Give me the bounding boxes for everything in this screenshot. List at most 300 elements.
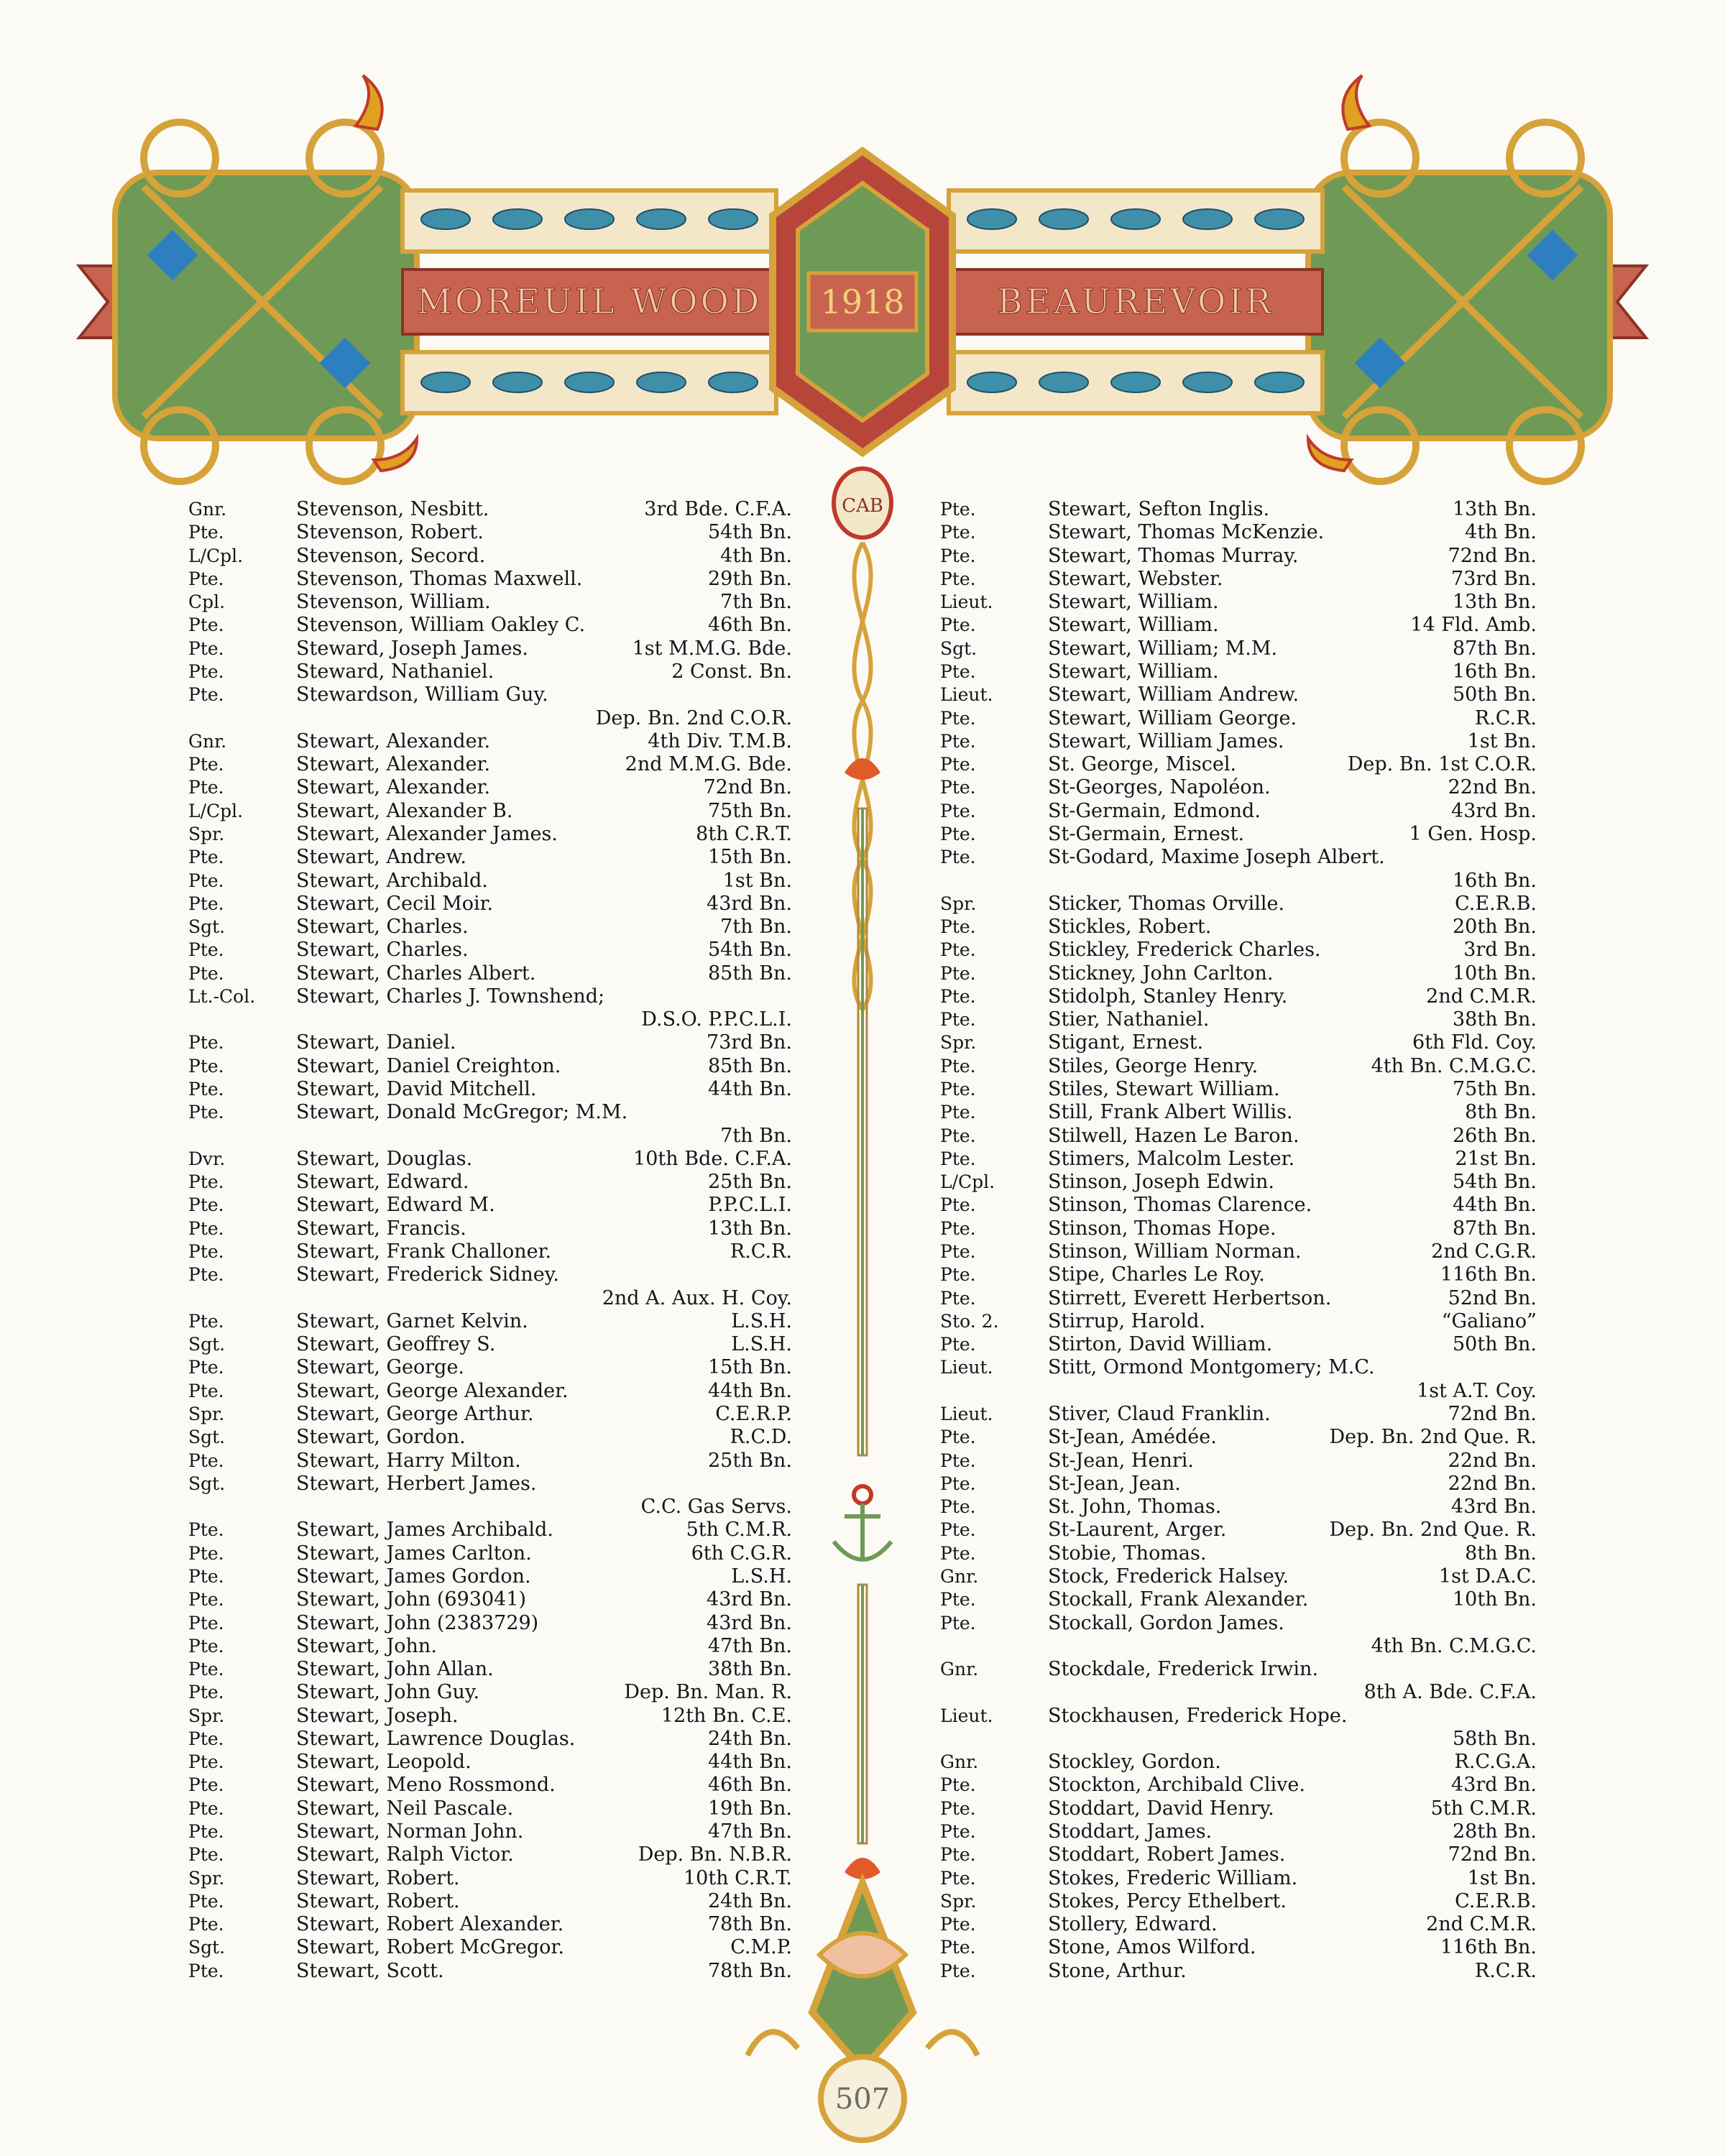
roll-entry bbox=[940, 823, 1537, 845]
rank-label: Pte. bbox=[940, 1797, 976, 1819]
roll-entry bbox=[188, 1867, 792, 1889]
unit-label: C.C. Gas Servs. bbox=[640, 1496, 792, 1519]
roll-entry bbox=[940, 1774, 1537, 1796]
unit-label: 43rd Bn. bbox=[1451, 1496, 1537, 1519]
roll-entry bbox=[188, 776, 792, 798]
rank-label: Pte. bbox=[188, 1774, 224, 1796]
unit-label: 47th Bn. bbox=[708, 1634, 792, 1657]
soldier-name: Stewart, Frank Challoner. bbox=[296, 1240, 552, 1263]
roll-entry bbox=[940, 1194, 1537, 1216]
rank-label: Pte. bbox=[188, 1682, 224, 1703]
unit-label: 5th C.M.R. bbox=[1430, 1797, 1537, 1820]
soldier-name: Stevenson, Robert. bbox=[296, 521, 484, 544]
unit-label: Dep. Bn. 2nd C.O.R. bbox=[595, 706, 792, 729]
rank-label: Pte. bbox=[188, 1102, 224, 1123]
rank-label: Pte. bbox=[940, 1473, 976, 1494]
rank-label: Pte. bbox=[940, 1055, 976, 1077]
roll-entry bbox=[940, 1565, 1537, 1588]
unit-label: 13th Bn. bbox=[708, 1217, 792, 1240]
unit-label: 43rd Bn. bbox=[707, 1588, 792, 1611]
soldier-name: St-Laurent, Arger. bbox=[1048, 1519, 1227, 1542]
roll-entry bbox=[940, 614, 1537, 636]
soldier-name: Stewart, Robert Alexander. bbox=[296, 1913, 564, 1936]
soldier-name: Stewart, William. bbox=[1048, 614, 1219, 637]
roll-entry bbox=[940, 1913, 1537, 1935]
rank-label: L/Cpl. bbox=[940, 1171, 995, 1193]
soldier-name: Stock, Frederick Halsey. bbox=[1048, 1565, 1289, 1588]
unit-label: 4th Bn. C.M.G.C. bbox=[1371, 1054, 1537, 1077]
soldier-name: Stewardson, William Guy. bbox=[296, 683, 548, 706]
soldier-name: St-Georges, Napoléon. bbox=[1048, 776, 1271, 799]
unit-label: 58th Bn. bbox=[1453, 1727, 1537, 1750]
rank-label: Pte. bbox=[188, 1194, 224, 1216]
roll-entry bbox=[940, 916, 1537, 938]
unit-label: 2nd A. Aux. H. Coy. bbox=[602, 1286, 792, 1309]
rank-label: Pte. bbox=[188, 1844, 224, 1866]
soldier-name: Stewart, John. bbox=[296, 1634, 437, 1657]
unit-label: 78th Bn. bbox=[708, 1959, 792, 1982]
rank-label: Pte. bbox=[188, 1055, 224, 1077]
rank-label: Pte. bbox=[940, 1102, 976, 1123]
roll-entry bbox=[940, 1820, 1537, 1843]
unit-label: 44th Bn. bbox=[708, 1751, 792, 1774]
soldier-name: Stinson, Joseph Edwin. bbox=[1048, 1171, 1274, 1194]
soldier-name: Stewart, William. bbox=[1048, 660, 1219, 683]
rank-label: Pte. bbox=[940, 1148, 976, 1169]
roll-entry bbox=[940, 1843, 1537, 1866]
unit-label: D.S.O. P.P.C.L.I. bbox=[641, 1008, 792, 1031]
soldier-name: St-Germain, Ernest. bbox=[1048, 822, 1245, 845]
soldier-name: Stewart, James Carlton. bbox=[296, 1542, 532, 1565]
unit-label: 15th Bn. bbox=[708, 846, 792, 869]
soldier-name: Stewart, William James. bbox=[1048, 729, 1284, 752]
roll-entry bbox=[188, 1031, 792, 1054]
unit-label: 73rd Bn. bbox=[707, 1031, 792, 1054]
rank-label: Pte. bbox=[940, 522, 976, 543]
rank-label: Pte. bbox=[188, 939, 224, 961]
soldier-name: Stewart, Daniel Creighton. bbox=[296, 1054, 561, 1077]
rank-label: Pte. bbox=[188, 1171, 224, 1193]
unit-label: 7th Bn. bbox=[720, 1124, 792, 1147]
roll-entry bbox=[940, 1728, 1537, 1750]
unit-label: L.S.H. bbox=[731, 1309, 792, 1332]
soldier-name: St-Jean, Amédée. bbox=[1048, 1426, 1217, 1449]
soldier-name: Stockall, Gordon James. bbox=[1048, 1611, 1284, 1634]
unit-label: 1st Bn. bbox=[1467, 729, 1537, 752]
roll-entry bbox=[940, 707, 1537, 729]
roll-entry bbox=[940, 1751, 1537, 1773]
roll-entry bbox=[940, 1797, 1537, 1820]
roll-entry bbox=[188, 962, 792, 985]
unit-label: 4th Bn. C.M.G.C. bbox=[1371, 1634, 1537, 1657]
unit-label: 85th Bn. bbox=[708, 1054, 792, 1077]
unit-label: 12th Bn. C.E. bbox=[661, 1704, 792, 1727]
roll-entry bbox=[188, 823, 792, 845]
soldier-name: Stevenson, Thomas Maxwell. bbox=[296, 567, 583, 590]
rank-label: Lieut. bbox=[940, 1403, 993, 1424]
roll-entry bbox=[940, 730, 1537, 752]
rank-label: Pte. bbox=[940, 1496, 976, 1518]
roll-entry bbox=[188, 1240, 792, 1263]
roll-entry bbox=[188, 683, 792, 706]
roll-entry bbox=[940, 1031, 1537, 1054]
soldier-name: Stewart, Herbert James. bbox=[296, 1472, 537, 1495]
unit-label: 1st Bn. bbox=[722, 869, 792, 892]
soldier-name: Sticker, Thomas Orville. bbox=[1048, 892, 1285, 915]
roll-entry bbox=[188, 1612, 792, 1634]
unit-label: 1st D.A.C. bbox=[1438, 1565, 1537, 1588]
soldier-name: Stevenson, Secord. bbox=[296, 544, 486, 567]
soldier-name: Stickles, Robert. bbox=[1048, 916, 1212, 939]
unit-label: R.C.D. bbox=[730, 1426, 792, 1449]
unit-label: 116th Bn. bbox=[1440, 1263, 1537, 1286]
rank-label: Pte. bbox=[940, 1960, 976, 1981]
unit-label: Dep. Bn. Man. R. bbox=[624, 1681, 792, 1704]
soldier-name: St. John, Thomas. bbox=[1048, 1496, 1222, 1519]
unit-label: 2nd C.M.R. bbox=[1426, 1913, 1537, 1936]
unit-label: 1st A.T. Coy. bbox=[1417, 1379, 1537, 1402]
soldier-name: Stewart, Andrew. bbox=[296, 846, 467, 869]
rank-label: Pte. bbox=[188, 522, 224, 543]
roll-entry bbox=[188, 1658, 792, 1680]
soldier-name: Stewart, Joseph. bbox=[296, 1704, 459, 1727]
rank-label: Sto. 2. bbox=[940, 1310, 999, 1332]
rank-label: Spr. bbox=[940, 893, 977, 914]
roll-entry bbox=[940, 1333, 1537, 1355]
unit-label: 44th Bn. bbox=[1453, 1194, 1537, 1217]
soldier-name: Stewart, Archibald. bbox=[296, 869, 488, 892]
rank-label: Pte. bbox=[188, 1960, 224, 1981]
soldier-name: Stilwell, Hazen Le Baron. bbox=[1048, 1124, 1300, 1147]
roll-entry bbox=[188, 707, 792, 729]
rank-label: Pte. bbox=[940, 1542, 976, 1564]
right-banner-title: BEAUREVOIR bbox=[997, 282, 1274, 322]
unit-label: 28th Bn. bbox=[1453, 1820, 1537, 1843]
unit-label: 3rd Bn. bbox=[1463, 939, 1537, 962]
roll-entry bbox=[940, 1612, 1537, 1634]
unit-label: 43rd Bn. bbox=[707, 1611, 792, 1634]
unit-label: 6th Fld. Coy. bbox=[1412, 1031, 1537, 1054]
soldier-name: Stevenson, William. bbox=[296, 591, 491, 614]
unit-label: 4th Bn. bbox=[720, 544, 792, 567]
rank-label: Pte. bbox=[188, 1519, 224, 1541]
soldier-name: Stockdale, Frederick Irwin. bbox=[1048, 1658, 1319, 1681]
roll-entry bbox=[188, 1751, 792, 1773]
unit-label: 75th Bn. bbox=[708, 799, 792, 822]
roll-entry bbox=[940, 1356, 1537, 1378]
unit-label: 54th Bn. bbox=[708, 521, 792, 544]
roll-entry bbox=[940, 1148, 1537, 1170]
soldier-name: Stewart, Charles. bbox=[296, 916, 469, 939]
rank-label: Spr. bbox=[940, 1032, 977, 1054]
soldier-name: Stewart, Alexander James. bbox=[296, 822, 558, 845]
soldier-name: Stewart, George Arthur. bbox=[296, 1402, 534, 1425]
soldier-name: Stewart, James Gordon. bbox=[296, 1565, 531, 1588]
roll-entry bbox=[940, 1426, 1537, 1448]
roll-entry bbox=[940, 1403, 1537, 1425]
tulip-top bbox=[845, 758, 880, 780]
rank-label: Pte. bbox=[188, 962, 224, 984]
rank-label: Pte. bbox=[188, 1380, 224, 1401]
soldier-name: Stockhausen, Frederick Hope. bbox=[1048, 1704, 1348, 1727]
soldier-name: Stockley, Gordon. bbox=[1048, 1751, 1221, 1774]
roll-entry bbox=[940, 1635, 1537, 1657]
soldier-name: Stewart, Edward M. bbox=[296, 1194, 495, 1217]
rank-label: Pte. bbox=[188, 893, 224, 914]
roll-entry bbox=[188, 498, 792, 520]
rank-label: Pte. bbox=[188, 1821, 224, 1843]
soldier-name: Stewart, John (2383729) bbox=[296, 1611, 539, 1634]
roll-entry bbox=[940, 568, 1537, 590]
unit-label: 87th Bn. bbox=[1453, 1217, 1537, 1240]
soldier-name: Stobie, Thomas. bbox=[1048, 1542, 1207, 1565]
soldier-name: Stevenson, Nesbitt. bbox=[296, 498, 489, 520]
soldier-name: Stewart, Garnet Kelvin. bbox=[296, 1309, 528, 1332]
unit-label: 2nd M.M.G. Bde. bbox=[625, 753, 792, 776]
roll-entry bbox=[188, 1473, 792, 1495]
unit-label: 46th Bn. bbox=[708, 1774, 792, 1797]
unit-label: 46th Bn. bbox=[708, 614, 792, 637]
roll-entry bbox=[940, 637, 1537, 660]
roll-entry bbox=[188, 1519, 792, 1541]
rank-label: Pte. bbox=[940, 1589, 976, 1611]
rank-label: Sgt. bbox=[188, 1473, 226, 1494]
roll-entry bbox=[940, 962, 1537, 985]
roll-entry bbox=[188, 1728, 792, 1750]
roll-entry bbox=[188, 730, 792, 752]
rank-label: Pte. bbox=[940, 962, 976, 984]
roll-entry bbox=[188, 660, 792, 683]
roll-entry bbox=[940, 776, 1537, 798]
unit-label: 5th C.M.R. bbox=[686, 1519, 792, 1542]
unit-label: 8th Bn. bbox=[1465, 1542, 1537, 1565]
unit-label: 21st Bn. bbox=[1455, 1147, 1537, 1170]
monogram: CAB bbox=[842, 495, 883, 517]
unit-label: 38th Bn. bbox=[708, 1658, 792, 1681]
unit-label: 2nd C.G.R. bbox=[1431, 1240, 1537, 1263]
soldier-name: Stewart, William George. bbox=[1048, 706, 1297, 729]
unit-label: Dep. Bn. 1st C.O.R. bbox=[1347, 753, 1537, 776]
soldier-name: Stewart, Alexander. bbox=[296, 729, 491, 752]
roll-entry bbox=[940, 1890, 1537, 1912]
unit-label: 7th Bn. bbox=[720, 916, 792, 939]
roll-entry bbox=[188, 1820, 792, 1843]
roll-entry bbox=[940, 1263, 1537, 1286]
unit-label: 2nd C.M.R. bbox=[1426, 985, 1537, 1008]
roll-entry bbox=[188, 1588, 792, 1611]
unit-label: 8th Bn. bbox=[1465, 1101, 1537, 1124]
unit-label: 10th Bn. bbox=[1453, 962, 1537, 985]
rank-label: Pte. bbox=[940, 823, 976, 844]
rank-label: Pte. bbox=[188, 1542, 224, 1564]
rank-label: Pte. bbox=[940, 545, 976, 566]
soldier-name: Stewart, Webster. bbox=[1048, 567, 1223, 590]
rank-label: Pte. bbox=[940, 1519, 976, 1541]
unit-label: 10th Bde. C.F.A. bbox=[633, 1147, 792, 1170]
soldier-name: St-Jean, Jean. bbox=[1048, 1472, 1181, 1495]
unit-label: 75th Bn. bbox=[1453, 1078, 1537, 1101]
roll-entry bbox=[188, 1310, 792, 1332]
rank-label: Pte. bbox=[188, 660, 224, 682]
roll-entry bbox=[940, 1380, 1537, 1402]
soldier-name: Stinson, Thomas Hope. bbox=[1048, 1217, 1276, 1240]
unit-label: 54th Bn. bbox=[1453, 1171, 1537, 1194]
unit-label: 19th Bn. bbox=[708, 1797, 792, 1820]
rank-label: Pte. bbox=[940, 660, 976, 682]
soldier-name: Stirton, David William. bbox=[1048, 1333, 1273, 1356]
soldier-name: St-Godard, Maxime Joseph Albert. bbox=[1048, 846, 1385, 869]
unit-label: 72nd Bn. bbox=[1448, 544, 1537, 567]
unit-label: 2 Const. Bn. bbox=[671, 660, 792, 683]
soldier-name: Stewart, David Mitchell. bbox=[296, 1078, 537, 1101]
soldier-name: Stinson, Thomas Clarence. bbox=[1048, 1194, 1312, 1217]
roll-entry bbox=[188, 1890, 792, 1912]
rank-label: Cpl. bbox=[188, 591, 226, 613]
roll-entry bbox=[188, 1426, 792, 1448]
soldier-name: Stewart, James Archibald. bbox=[296, 1519, 553, 1542]
roll-entry bbox=[940, 1658, 1537, 1680]
roll-entry bbox=[188, 521, 792, 543]
roll-entry bbox=[188, 1101, 792, 1123]
unit-label: 10th C.R.T. bbox=[684, 1866, 792, 1889]
anchor-icon bbox=[834, 1486, 891, 1560]
rank-label: Pte. bbox=[188, 684, 224, 706]
roll-entry bbox=[940, 1240, 1537, 1263]
roll-entry bbox=[940, 1960, 1537, 1982]
soldier-name: Stewart, John Allan. bbox=[296, 1658, 494, 1681]
roll-entry bbox=[188, 1450, 792, 1472]
roll-entry bbox=[940, 1008, 1537, 1031]
left-column-list bbox=[188, 498, 792, 1982]
soldier-name: Stewart, Charles J. Townshend; bbox=[296, 985, 605, 1008]
rank-label: Pte. bbox=[940, 1450, 976, 1471]
unit-label: L.S.H. bbox=[731, 1333, 792, 1356]
roll-entry bbox=[188, 1148, 792, 1170]
central-divider bbox=[827, 535, 898, 2052]
soldier-name: Stigant, Ernest. bbox=[1048, 1031, 1204, 1054]
rank-label: Pte. bbox=[940, 1194, 976, 1216]
rank-label: Gnr. bbox=[188, 730, 227, 752]
unit-label: 38th Bn. bbox=[1453, 1008, 1537, 1031]
rank-label: Lieut. bbox=[940, 684, 993, 706]
unit-label: 1 Gen. Hosp. bbox=[1409, 822, 1537, 845]
unit-label: 73rd Bn. bbox=[1451, 567, 1537, 590]
rank-label: Dvr. bbox=[188, 1148, 226, 1169]
roll-entry bbox=[940, 985, 1537, 1008]
rank-label: Pte. bbox=[940, 499, 976, 520]
rank-label: Pte. bbox=[940, 1334, 976, 1355]
roll-entry bbox=[188, 1565, 792, 1588]
roll-entry bbox=[940, 1496, 1537, 1518]
rank-label: Pte. bbox=[188, 1241, 224, 1262]
rank-label: Pte. bbox=[940, 730, 976, 752]
soldier-name: Stewart, Sefton Inglis. bbox=[1048, 498, 1270, 520]
unit-label: Dep. Bn. 2nd Que. R. bbox=[1329, 1519, 1537, 1542]
unit-label: 72nd Bn. bbox=[1448, 1843, 1537, 1866]
rank-label: Pte. bbox=[188, 754, 224, 775]
unit-label: “Galiano” bbox=[1441, 1309, 1537, 1332]
soldier-name: Stewart, Robert. bbox=[296, 1889, 460, 1912]
rank-label: Pte. bbox=[940, 754, 976, 775]
roll-entry bbox=[940, 1217, 1537, 1240]
soldier-name: Stimers, Malcolm Lester. bbox=[1048, 1147, 1295, 1170]
soldier-name: Stier, Nathaniel. bbox=[1048, 1008, 1210, 1031]
roll-entry bbox=[188, 1542, 792, 1565]
rank-label: Gnr. bbox=[940, 1565, 979, 1587]
soldier-name: Stewart, Alexander. bbox=[296, 776, 491, 799]
soldier-name: Stipe, Charles Le Roy. bbox=[1048, 1263, 1265, 1286]
roll-entry bbox=[188, 800, 792, 822]
soldier-name: St-Germain, Edmond. bbox=[1048, 799, 1261, 822]
rank-label: Gnr. bbox=[940, 1659, 979, 1680]
unit-label: 22nd Bn. bbox=[1448, 1449, 1537, 1472]
rank-label: Pte. bbox=[188, 614, 224, 636]
unit-label: 85th Bn. bbox=[708, 962, 792, 985]
soldier-name: Stoddart, David Henry. bbox=[1048, 1797, 1274, 1820]
soldier-name: Stewart, Cecil Moir. bbox=[296, 892, 494, 915]
unit-label: 43rd Bn. bbox=[707, 892, 792, 915]
rank-label: Pte. bbox=[940, 939, 976, 961]
rank-label: Spr. bbox=[188, 1403, 225, 1424]
soldier-name: Stewart, Neil Pascale. bbox=[296, 1797, 514, 1820]
unit-label: 25th Bn. bbox=[708, 1171, 792, 1194]
roll-entry bbox=[188, 753, 792, 775]
soldier-name: Stewart, Robert. bbox=[296, 1866, 460, 1889]
unit-label: 14 Fld. Amb. bbox=[1410, 614, 1537, 637]
roll-entry bbox=[940, 1287, 1537, 1309]
roll-entry bbox=[940, 1519, 1537, 1541]
rank-label: Pte. bbox=[188, 1659, 224, 1680]
soldier-name: Stewart, Robert McGregor. bbox=[296, 1936, 564, 1959]
soldier-name: Stewart, Alexander. bbox=[296, 753, 491, 776]
rank-label: Pte. bbox=[188, 1217, 224, 1239]
rank-label: Sgt. bbox=[188, 916, 226, 938]
roll-entry bbox=[940, 498, 1537, 520]
soldier-name: Stickney, John Carlton. bbox=[1048, 962, 1274, 985]
unit-label: 4th Bn. bbox=[1465, 521, 1537, 544]
roll-entry bbox=[188, 1217, 792, 1240]
soldier-name: Stirrett, Everett Herbertson. bbox=[1048, 1286, 1332, 1309]
rank-label: Sgt. bbox=[188, 1427, 226, 1448]
roll-entry bbox=[188, 846, 792, 868]
roll-entry bbox=[940, 545, 1537, 567]
soldier-name: Stewart, Harry Milton. bbox=[296, 1449, 521, 1472]
rank-label: Pte. bbox=[940, 1844, 976, 1866]
roll-entry bbox=[940, 1936, 1537, 1958]
soldier-name: Steward, Joseph James. bbox=[296, 637, 528, 660]
roll-entry bbox=[188, 1171, 792, 1193]
soldier-name: Stinson, William Norman. bbox=[1048, 1240, 1302, 1263]
unit-label: R.C.R. bbox=[1474, 1959, 1537, 1982]
unit-label: Dep. Bn. 2nd Que. R. bbox=[1329, 1426, 1537, 1449]
roll-entry bbox=[188, 1263, 792, 1286]
rank-label: Spr. bbox=[188, 1867, 225, 1889]
soldier-name: Steward, Nathaniel. bbox=[296, 660, 494, 683]
unit-label: 3rd Bde. C.F.A. bbox=[644, 498, 792, 520]
soldier-name: Stokes, Frederic William. bbox=[1048, 1866, 1298, 1889]
rank-label: Pte. bbox=[188, 870, 224, 891]
soldier-name: Stollery, Edward. bbox=[1048, 1913, 1218, 1936]
soldier-name: Stewart, William; M.M. bbox=[1048, 637, 1278, 660]
rank-label: Pte. bbox=[940, 1241, 976, 1262]
soldier-name: Stewart, Edward. bbox=[296, 1171, 469, 1194]
year-label: 1918 bbox=[820, 282, 905, 321]
rank-label: Pte. bbox=[188, 847, 224, 868]
rank-label: Pte. bbox=[188, 1264, 224, 1286]
rank-label: Pte. bbox=[940, 985, 976, 1007]
rank-label: Pte. bbox=[188, 1589, 224, 1611]
roll-entry bbox=[188, 591, 792, 613]
